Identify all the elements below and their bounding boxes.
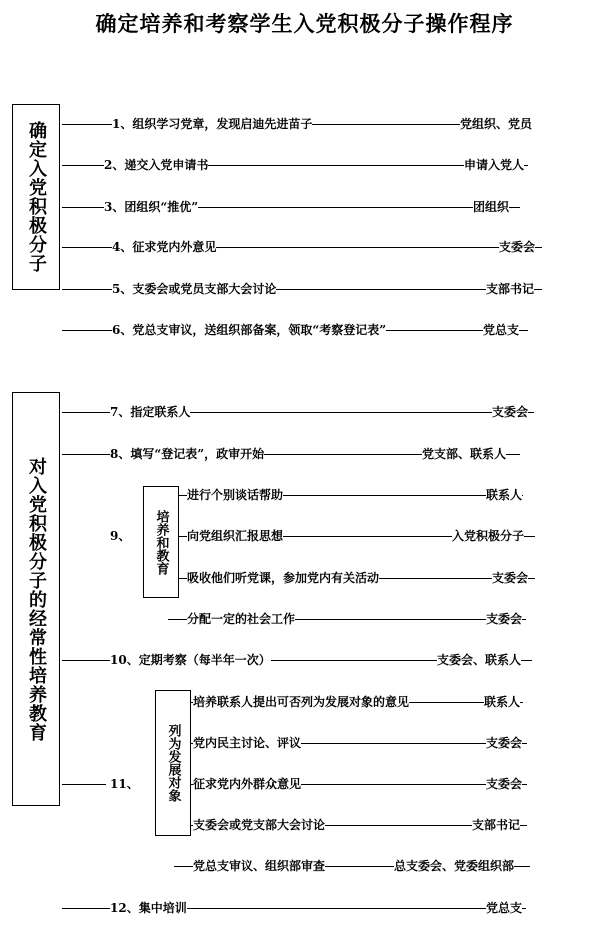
step-11d-text: 支委会或党支部大会讨论 [193,818,326,832]
step-11b-responsible: 支委会 [486,736,523,750]
sub-box-education [143,486,179,598]
step-11d-responsible: 支部书记 [472,818,521,832]
step-11b-text: 党内民主讨论、评议 [193,736,302,750]
step-9b-text: 向党组织汇报思想 [187,529,284,543]
section-label-training: 对入党积极分子的经常性培养教育 [26,456,47,742]
step-5-text: 5、支委会或党员支部大会讨论 [112,282,277,296]
step-11e-text: 党总支审议、组织部审查 [193,859,326,873]
page-title: 确定培养和考察学生入党积极分子操作程序 [95,11,514,36]
step-12-responsible: 党总支 [486,901,523,915]
step-7-responsible: 支委会 [492,405,529,419]
sub-box-development [155,690,191,836]
sub-box-development-label: 列为发展对象 [165,724,181,802]
connector-line [62,784,106,785]
step-11c-text: 征求党内外群众意见 [193,777,302,791]
section-box-training [12,392,60,806]
step-9d-responsible: 支委会 [486,612,523,626]
step-11c-responsible: 支委会 [486,777,523,791]
step-11-number: 11、 [110,777,139,791]
step-11e-responsible: 总支委会、党委组织部 [394,859,515,873]
step-6-text: 6、党总支审议，送组织部备案，领取“考察登记表” [112,323,387,337]
step-8-responsible: 党支部、联系人 [422,447,507,461]
step-9d-text: 分配一定的社会工作 [187,612,296,626]
step-4-text: 4、征求党内外意见 [112,240,217,254]
step-9a-text: 进行个别谈话帮助 [187,488,284,502]
step-12-text: 12、集中培训 [110,901,187,915]
step-3-text: 3、团组织“推优” [104,200,199,214]
step-11a-responsible: 联系人 [484,695,521,709]
step-10-responsible: 支委会、联系人 [437,653,522,667]
step-11a-text: 培养联系人提出可否列为发展对象的意见 [193,695,410,709]
step-5-responsible: 支部书记 [486,282,535,296]
step-3-responsible: 团组织 [473,200,510,214]
sub-box-education-label: 培养和教育 [153,509,169,575]
section-box-confirm [12,104,60,290]
step-10-text: 10、定期考察（每半年一次） [110,653,271,667]
step-9a-responsible: 联系人 [486,488,523,502]
step-8-text: 8、填写“登记表”，政审开始 [110,447,265,461]
step-7-text: 7、指定联系人 [110,405,191,419]
step-9b-responsible: 入党积极分子 [452,529,525,543]
step-9c-text: 吸收他们听党课，参加党内有关活动 [187,571,380,585]
step-1-text: 1、组织学习党章，发现启迪先进苗子 [112,117,313,131]
step-9c-responsible: 支委会 [492,571,529,585]
step-4-responsible: 支委会 [499,240,536,254]
step-2-text: 2、递交入党申请书 [104,158,209,172]
step-6-responsible: 党总支 [483,323,520,337]
step-9-number: 9、 [110,529,131,543]
section-label-confirm: 确定入党积极分子 [26,121,47,273]
step-1-responsible: 党组织、党员 [460,117,533,131]
step-2-responsible: 申请入党人 [464,158,525,172]
